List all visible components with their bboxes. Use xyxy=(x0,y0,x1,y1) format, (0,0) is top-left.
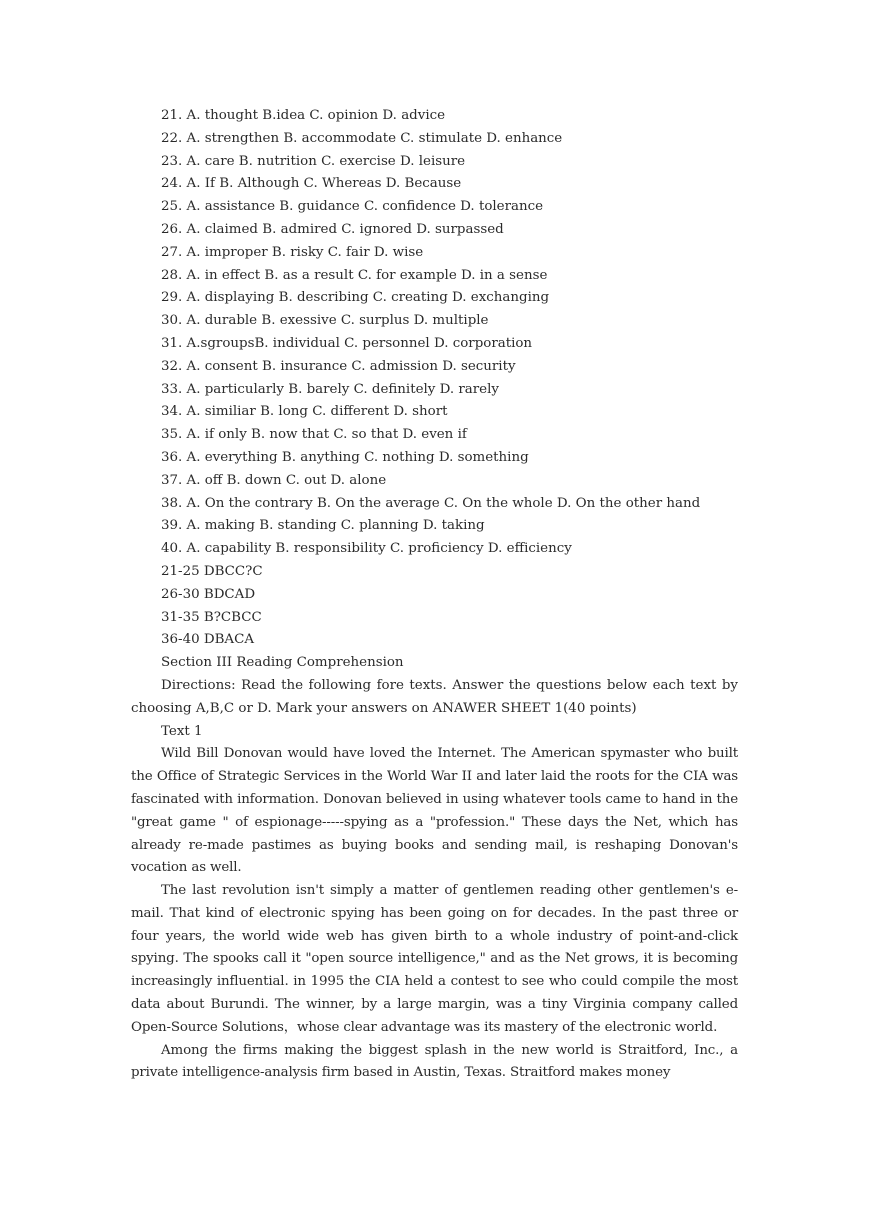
option-line-32: 32. A. consent B. insurance C. admission D. security xyxy=(161,358,516,374)
option-line-29: 29. A. displaying B. describing C. creating D. exchanging xyxy=(161,290,550,306)
option-line-28: 28. A. in effect B. as a result C. for example D. in a sense xyxy=(161,267,548,283)
option-line-25: 25. A. assistance B. guidance C. confidence D. tolerance xyxy=(161,199,544,215)
option-line-22: 22. A. strengthen B. accommodate C. stimulate D. enhance xyxy=(161,130,563,146)
answer-line-26-30: 26-30 BDCAD xyxy=(161,586,256,602)
option-line-36: 36. A. everything B. anything C. nothing D. something xyxy=(161,449,529,465)
option-line-30: 30. A. durable B. exessive C. surplus D. multiple xyxy=(161,313,489,329)
option-line-37: 37. A. off B. down C. out D. alone xyxy=(161,472,387,488)
answer-line-31-35: 31-35 B?CBCC xyxy=(161,609,262,625)
paragraph-3: Among the firms making the biggest splash in the new world is Straitford, Inc., a private intelligence-analysis firm based in Austin, Texas. Straitford makes money xyxy=(131,1042,738,1081)
option-line-24: 24. A. If B. Although C. Whereas D. Because xyxy=(161,176,462,192)
document-page xyxy=(131,105,738,1085)
option-line-40: 40. A. capability B. responsibility C. proficiency D. efficiency xyxy=(161,541,572,557)
paragraph-1: Wild Bill Donovan would have loved the Internet. The American spymaster who built the Office of Strategic Services in the World War II and later laid the roots for the CIA was fascinated with information. Donovan believed in using whatever tools came to hand in the "great game " of espionage-----spying as a "profession." These days the Net, which has already re-made pastimes as buying books and sending mail, is reshaping Donovan's vocation as well. xyxy=(131,746,738,876)
option-line-38: 38. A. On the contrary B. On the average C. On the whole D. On the other hand xyxy=(161,495,701,511)
text-label: Text 1 xyxy=(161,723,203,739)
option-line-27: 27. A. improper B. risky C. fair D. wise xyxy=(161,244,424,260)
option-line-23: 23. A. care B. nutrition C. exercise D. leisure xyxy=(161,153,466,169)
option-line-31: 31. A.sgroupsB. individual C. personnel D. corporation xyxy=(161,335,533,351)
paragraph-2: The last revolution isn't simply a matter of gentlemen reading other gentlemen's e-mail. That kind of electronic spying has been going on for decades. In the past three or four years, the world wide web has given birth to a whole industry of point-and-click spying. The spooks call it "open source intelligence," and as the Net grows, it is becoming increasingly influential. in 1995 the CIA held a contest to see who could compile the most data about Burundi. The winner, by a large margin, was a tiny Virginia company called Open-Source Solutions，whose clear advantage was its mastery of the electronic world. xyxy=(131,883,738,1035)
option-line-34: 34. A. similiar B. long C. different D. short xyxy=(161,404,448,420)
option-line-33: 33. A. particularly B. barely C. definitely D. rarely xyxy=(161,381,499,397)
section-title: Section III Reading Comprehension xyxy=(161,655,404,671)
options-list xyxy=(131,105,738,561)
option-line-35: 35. A. if only B. now that C. so that D. even if xyxy=(161,427,467,443)
answer-key xyxy=(131,561,738,652)
answer-line-21-25: 21-25 DBCC?C xyxy=(161,563,263,579)
answer-line-36-40: 36-40 DBACA xyxy=(161,632,255,648)
option-line-26: 26. A. claimed B. admired C. ignored D. surpassed xyxy=(161,221,504,237)
option-line-39: 39. A. making B. standing C. planning D. taking xyxy=(161,518,485,534)
option-line-21: 21. A. thought B.idea C. opinion D. advice xyxy=(161,108,446,123)
directions: Directions: Read the following fore texts. Answer the questions below each text by choosing A,B,C or D. Mark your answers on ANAWER SHEET 1(40 points) xyxy=(131,677,738,716)
